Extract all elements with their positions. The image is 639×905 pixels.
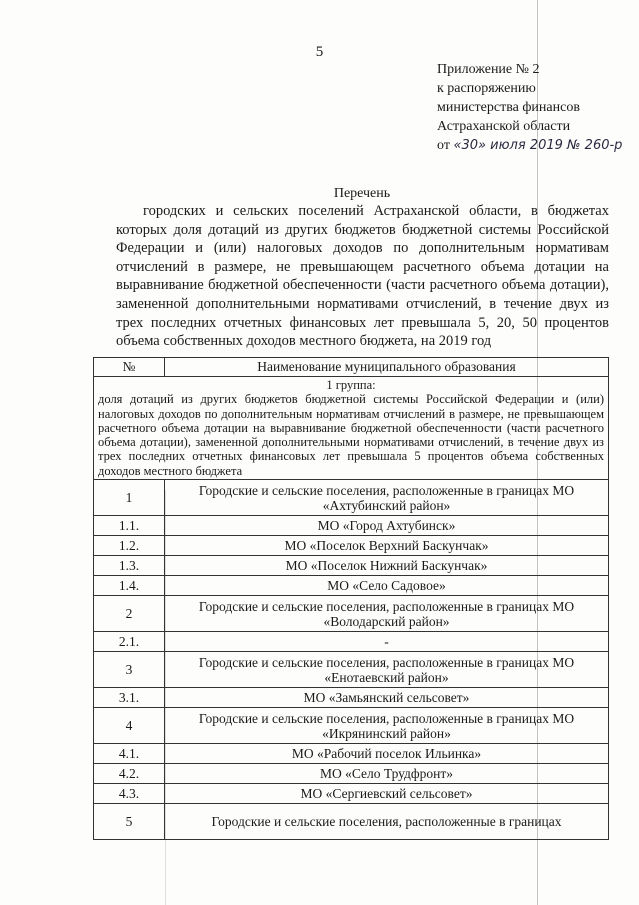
table-row [94,708,609,744]
municipalities-table [93,357,609,840]
row-num: 3 [94,652,165,688]
group-title: 1 группа: [326,378,376,392]
row-name: МО «Село Садовое» [165,576,609,596]
header-num: № [94,358,165,377]
row-name: МО «Город Ахтубинск» [165,516,609,536]
row-num: 2.1. [94,632,165,652]
row-name: - [165,632,609,652]
table-row [94,784,609,804]
row-name: МО «Село Трудфронт» [165,764,609,784]
table-row [94,576,609,596]
row-num: 4.3. [94,784,165,804]
document-title: Перечень [333,186,391,201]
header-name: Наименование муниципального образования [165,358,609,377]
page-number: 5 [315,44,324,60]
table-row [94,480,609,516]
table-row [94,596,609,632]
table-header-row [94,358,609,377]
appendix-line-5 [437,136,622,155]
table-row [94,632,609,652]
document-intro [116,202,609,351]
row-num: 4.1. [94,744,165,764]
table-row [94,744,609,764]
table-row [94,652,609,688]
row-name: МО «Замьянский сельсовет» [165,688,609,708]
appendix-line-3: министерства финансов [437,100,580,115]
row-num: 1.2. [94,536,165,556]
row-num: 1.3. [94,556,165,576]
table-row [94,516,609,536]
row-num: 4 [94,708,165,744]
intro-paragraph: городских и сельских поселений Астраханской области, в бюджетах которых доля дотаций из других бюджетов бюджетной системы Российской Федерации и (или) налоговых доходов по дополнительным нормативам отчислений в размере, не превышающем расчетного объема дотации на выравнивание бюджетной обеспеченности (части расчетного объема дотации), замененной дополнительными нормативами отчислений, в течение двух из трех последних отчетных финансовых лет превышала 5, 20, 50 процентов объема собственных доходов местного бюджета, на 2019 год [116,203,609,350]
row-name: МО «Сергиевский сельсовет» [165,784,609,804]
appendix-date-prefix: от [437,138,450,153]
row-name: МО «Поселок Нижний Баскунчак» [165,556,609,576]
table-row [94,764,609,784]
appendix-line-4: Астраханской области [437,119,571,134]
appendix-block [437,60,622,155]
table-row [94,536,609,556]
table-row [94,556,609,576]
row-num: 5 [94,804,165,840]
row-name: Городские и сельские поселения, расположенные в границах МО «Володарский район» [165,596,609,632]
row-num: 4.2. [94,764,165,784]
row-name: Городские и сельские поселения, расположенные в границах МО «Ахтубинский район» [165,480,609,516]
row-name: МО «Поселок Верхний Баскунчак» [165,536,609,556]
row-name: Городские и сельские поселения, расположенные в границах МО «Енотаевский район» [165,652,609,688]
appendix-line-2: к распоряжению [437,81,536,96]
row-name: МО «Рабочий поселок Ильинка» [165,744,609,764]
table-row [94,804,609,840]
appendix-line-1: Приложение № 2 [437,62,540,77]
row-name: Городские и сельские поселения, расположенные в границах [165,804,609,840]
row-num: 1 [94,480,165,516]
row-name: Городские и сельские поселения, расположенные в границах МО «Икрянинский район» [165,708,609,744]
table-row [94,688,609,708]
row-num: 1.1. [94,516,165,536]
row-num: 2 [94,596,165,632]
row-num: 3.1. [94,688,165,708]
row-num: 1.4. [94,576,165,596]
group-text: доля дотаций из других бюджетов бюджетной системы Российской Федерации и (или) налоговых доходов по дополнительным нормативам отчислений в размере, не превышающем расчетного объема дотации на выравнивание бюджетной обеспеченности (части расчетного объема дотации), замененной дополнительными нормативами отчислений, в течение двух из трех последних отчетных финансовых лет превышала 5 процентов объема собственных доходов местного бюджета [98,392,604,478]
group-cell [94,377,609,480]
group-row [94,377,609,480]
appendix-handwritten-date: «30» июля 2019 № 260-р [453,138,623,153]
